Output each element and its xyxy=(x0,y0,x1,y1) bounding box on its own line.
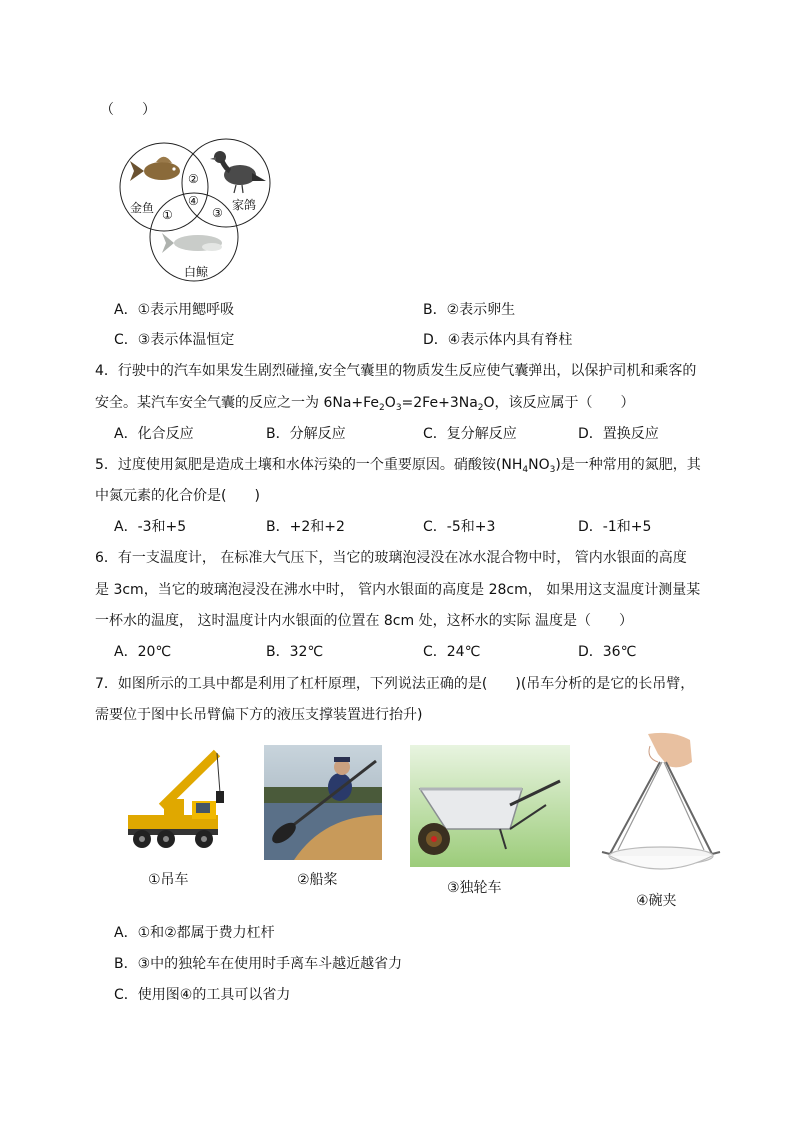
q7-option-a: A．①和②都属于费力杠杆 xyxy=(114,925,275,941)
q4-option-c: C．复分解反应 xyxy=(423,426,517,442)
q5-line2: 中氮元素的化合价是( ) xyxy=(95,488,260,504)
caption-wheelbarrow: ③独轮车 xyxy=(447,880,502,896)
q4-option-d: D．置换反应 xyxy=(578,426,659,442)
venn-diagram xyxy=(112,135,282,285)
bowl-clip-image xyxy=(588,732,730,884)
pigeon-icon xyxy=(210,151,266,193)
option-c: C．③表示体温恒定 xyxy=(114,332,235,348)
q4-line1: 4．行驶中的汽车如果发生剧烈碰撞,安全气囊里的物质发生反应使气囊弹出，以保护司机和乘客的 xyxy=(95,363,697,379)
option-b: B．②表示卵生 xyxy=(423,302,516,318)
q5-option-d: D．-1和+5 xyxy=(578,519,652,535)
q4-option-b: B．分解反应 xyxy=(266,426,346,442)
q6-option-c: C．24℃ xyxy=(423,644,481,660)
q4-option-a: A．化合反应 xyxy=(114,426,194,442)
option-a: A．①表示用鳃呼吸 xyxy=(114,302,235,318)
venn-label-goldfish: 金鱼 xyxy=(130,201,155,215)
q6-line1: 6．有一支温度计， 在标准大气压下，当它的玻璃泡浸没在冰水混合物中时， 管内水银面的高度 xyxy=(95,550,687,566)
crane-image xyxy=(122,745,232,855)
q7-line1: 7．如图所示的工具中都是利用了杠杆原理，下列说法正确的是( )(吊车分析的是它的长吊臂， xyxy=(95,676,695,692)
q7-option-b: B．③中的独轮车在使用时手离车斗越近越省力 xyxy=(114,956,403,972)
q7-option-c: C．使用图④的工具可以省力 xyxy=(114,987,291,1003)
q4-line2: 安全。某汽车安全气囊的反应之一为 $6Na+Fe_2O_3=2Fe+3Na_2O$，该反应属于（ ） xyxy=(95,395,635,413)
venn-region-3: ③ xyxy=(212,206,223,220)
crane-hook xyxy=(216,791,224,803)
venn-label-pigeon: 家鸽 xyxy=(232,198,257,212)
q6-line3: 一杯水的温度， 这时温度计内水银面的位置在 8cm 处，这杯水的实际 温度是（ ） xyxy=(95,613,634,629)
q6-option-b: B．32℃ xyxy=(266,644,324,660)
venn-region-1: ① xyxy=(162,208,173,222)
caption-paddle: ②船桨 xyxy=(297,872,338,888)
goldfish-icon xyxy=(130,157,180,181)
wheelbarrow-image xyxy=(410,745,570,867)
venn-label-whale: 白鲸 xyxy=(184,265,209,279)
q6-option-d: D．36℃ xyxy=(578,644,637,660)
q5-option-b: B．+2和+2 xyxy=(266,519,345,535)
venn-region-2: ② xyxy=(188,172,199,186)
whale-icon xyxy=(162,233,222,253)
q7-line2: 需要位于图中长吊臂偏下方的液压支撑装置进行抬升) xyxy=(95,707,423,723)
paddle-image xyxy=(264,745,382,860)
venn-region-4: ④ xyxy=(188,194,199,208)
q6-option-a: A．20℃ xyxy=(114,644,172,660)
q5-option-c: C．-5和+3 xyxy=(423,519,496,535)
answer-blank: （ ） xyxy=(100,102,156,118)
caption-crane: ①吊车 xyxy=(148,872,189,888)
q5-line1: 5．过度使用氮肥是造成土壤和水体污染的一个重要原因。硝酸铵$(NH_4NO_3)$是一种常用的氮肥，其 xyxy=(95,457,701,475)
caption-bowl-clip: ④碗夹 xyxy=(636,893,677,909)
q6-line2: 是 3cm，当它的玻璃泡浸没在沸水中时， 管内水银面的高度是 28cm， 如果用这支温度计测量某 xyxy=(95,582,701,598)
q5-option-a: A．-3和+5 xyxy=(114,519,187,535)
option-d: D．④表示体内具有脊柱 xyxy=(423,332,573,348)
